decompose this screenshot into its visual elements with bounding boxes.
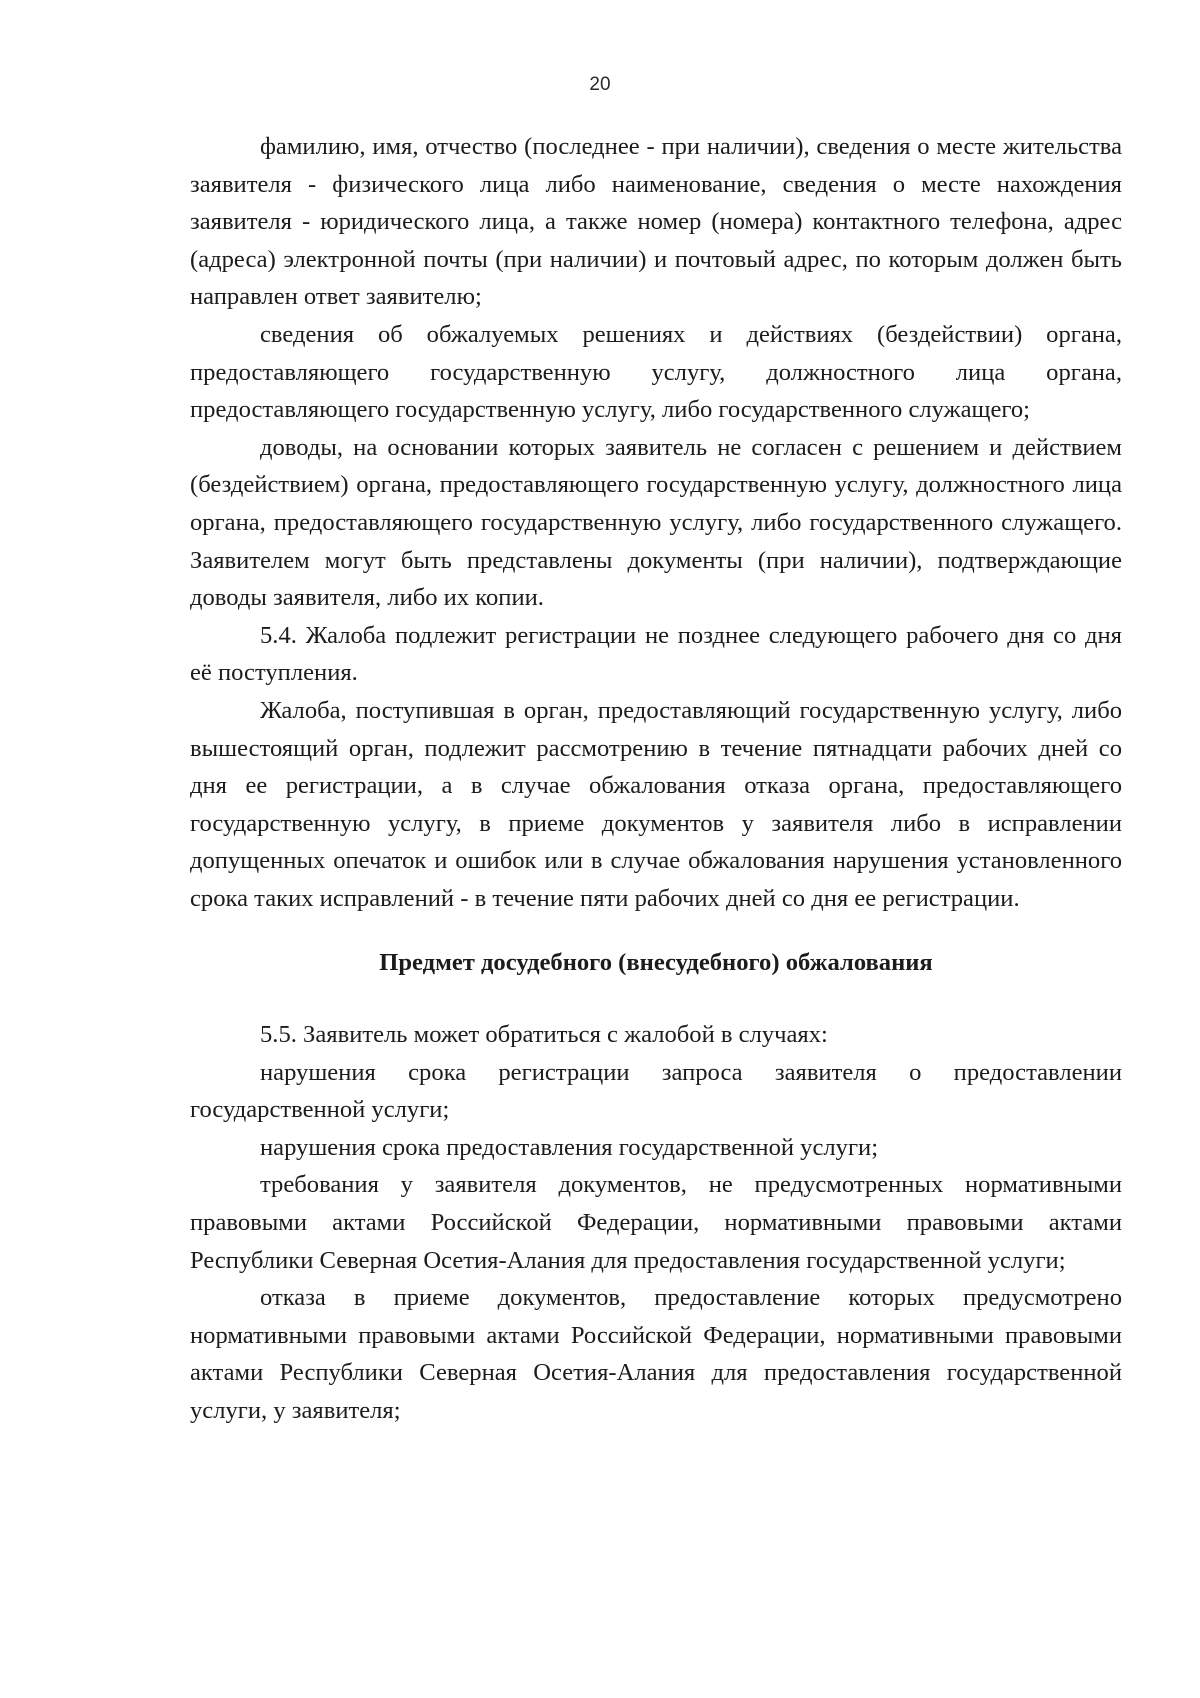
paragraph-arguments: доводы, на основании которых заявитель не согласен с решением и действием (бездействием) органа, предоставляющего государственную услугу, должностного лица органа, предоставляющего государственную услугу, либо государственного служащего. Заявителем могут быть представлены документы (при наличии), подтверждающие доводы заявителя, либо их копии.	[190, 433, 1122, 612]
paragraph-5-4-registration: 5.4. Жалоба подлежит регистрации не позднее следующего рабочего дня со дня её поступления.	[190, 621, 1122, 687]
document-body	[190, 128, 1122, 1430]
list-item-document-refusal: отказа в приеме документов, предоставление которых предусмотрено нормативными правовыми актами Российской Федерации, нормативными правовыми актами Республики Северная Осетия-Алания для предоставления государственной услуги, у заявителя;	[190, 1284, 1122, 1424]
paragraph-5-5-cases: 5.5. Заявитель может обратиться с жалобой в случаях:	[260, 1021, 828, 1049]
paragraph-appealed-decisions: сведения об обжалуемых решениях и действиях (бездействии) органа, предоставляющего государственную услугу, должностного лица органа, предоставляющего государственную услугу, либо государственного служащего;	[190, 320, 1122, 424]
paragraph-review-period: Жалоба, поступившая в орган, предоставляющий государственную услугу, либо вышестоящий орган, подлежит рассмотрению в течение пятнадцати рабочих дней со дня ее регистрации, а в случае обжалования отказа органа, предоставляющего государственную услугу, в приеме документов у заявителя либо в исправлении допущенных опечаток и ошибок или в случае обжалования нарушения установленного срока таких исправлений - в течение пяти рабочих дней со дня ее регистрации.	[190, 696, 1122, 912]
section-heading: Предмет досудебного (внесудебного) обжалования	[379, 949, 933, 977]
list-item-extra-documents: требования у заявителя документов, не предусмотренных нормативными правовыми актами Российской Федерации, нормативными правовыми актами Республики Северная Осетия-Алания для предоставления государственной услуги;	[190, 1171, 1122, 1274]
list-item-registration-violation: нарушения срока регистрации запроса заявителя о предоставлении государственной услуги;	[190, 1058, 1122, 1124]
page-number: 20	[589, 74, 611, 95]
paragraph-applicant-details: фамилию, имя, отчество (последнее - при наличии), сведения о месте жительства заявителя - физического лица либо наименование, сведения о месте нахождения заявителя - юридического лица, а также номер (номера) контактного телефона, адрес (адреса) электронной почты (при наличии) и почтовый адрес, по которым должен быть направлен ответ заявителю;	[190, 133, 1122, 311]
list-item-service-term-violation: нарушения срока предоставления государственной услуги;	[260, 1133, 879, 1161]
